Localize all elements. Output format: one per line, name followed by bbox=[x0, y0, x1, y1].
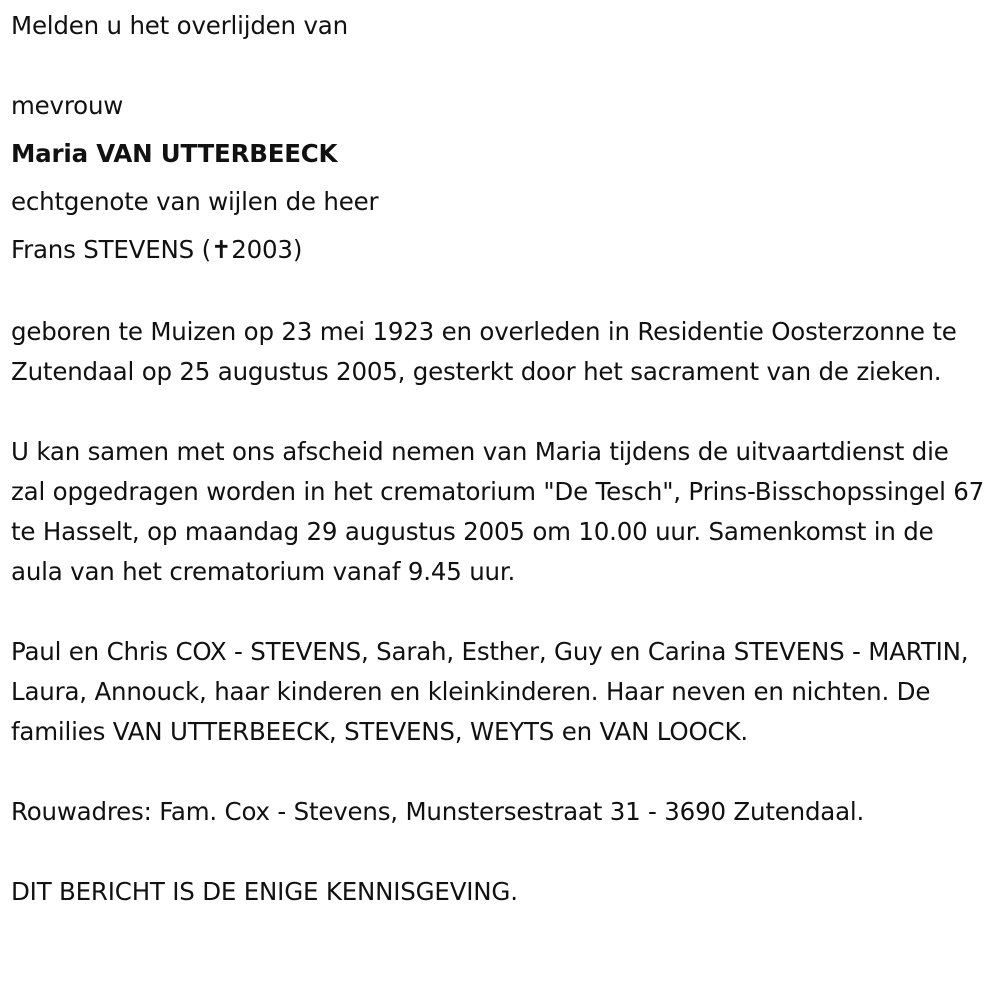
intro-line: Melden u het overlijden van bbox=[11, 11, 348, 40]
spacer bbox=[11, 56, 986, 88]
spacer bbox=[11, 592, 986, 632]
spouse-name: Frans STEVENS (✝2003) bbox=[11, 235, 303, 264]
address-line: Rouwadres: Fam. Cox - Stevens, Munstersestraat 31 - 3690 Zutendaal. bbox=[11, 797, 865, 826]
title-line: mevrouw bbox=[11, 91, 124, 120]
birth-death-paragraph: geboren te Muizen op 23 mei 1923 en overleden in Residentie Oosterzonne te Zutendaal op 25 augustus 2005, gesterkt door het sacrament van de zieken. bbox=[11, 317, 957, 386]
family-paragraph: Paul en Chris COX - STEVENS, Sarah, Esther, Guy en Carina STEVENS - MARTIN, Laura, Annouck, haar kinderen en kleinkinderen. Haar neven en nichten. De families VAN UTTERBEECK, STEVENS, WEYTS en VAN LOOCK. bbox=[11, 637, 969, 746]
spacer bbox=[11, 392, 986, 432]
closing-line: DIT BERICHT IS DE ENIGE KENNISGEVING. bbox=[11, 877, 518, 906]
deceased-name: Maria VAN UTTERBEECK bbox=[11, 139, 338, 168]
spacer bbox=[11, 752, 986, 792]
spacer bbox=[11, 832, 986, 872]
death-notice bbox=[11, 8, 986, 912]
spacer bbox=[11, 280, 986, 312]
spouse-intro: echtgenote van wijlen de heer bbox=[11, 187, 379, 216]
funeral-paragraph: U kan samen met ons afscheid nemen van Maria tijdens de uitvaartdienst die zal opgedragen worden in het crematorium "De Tesch", Prins-Bisschopssingel 67 te Hasselt, op maandag 29 augustus 2005 om 10.00 uur. Samenkomst in de aula van het crematorium vanaf 9.45 uur. bbox=[11, 437, 985, 586]
